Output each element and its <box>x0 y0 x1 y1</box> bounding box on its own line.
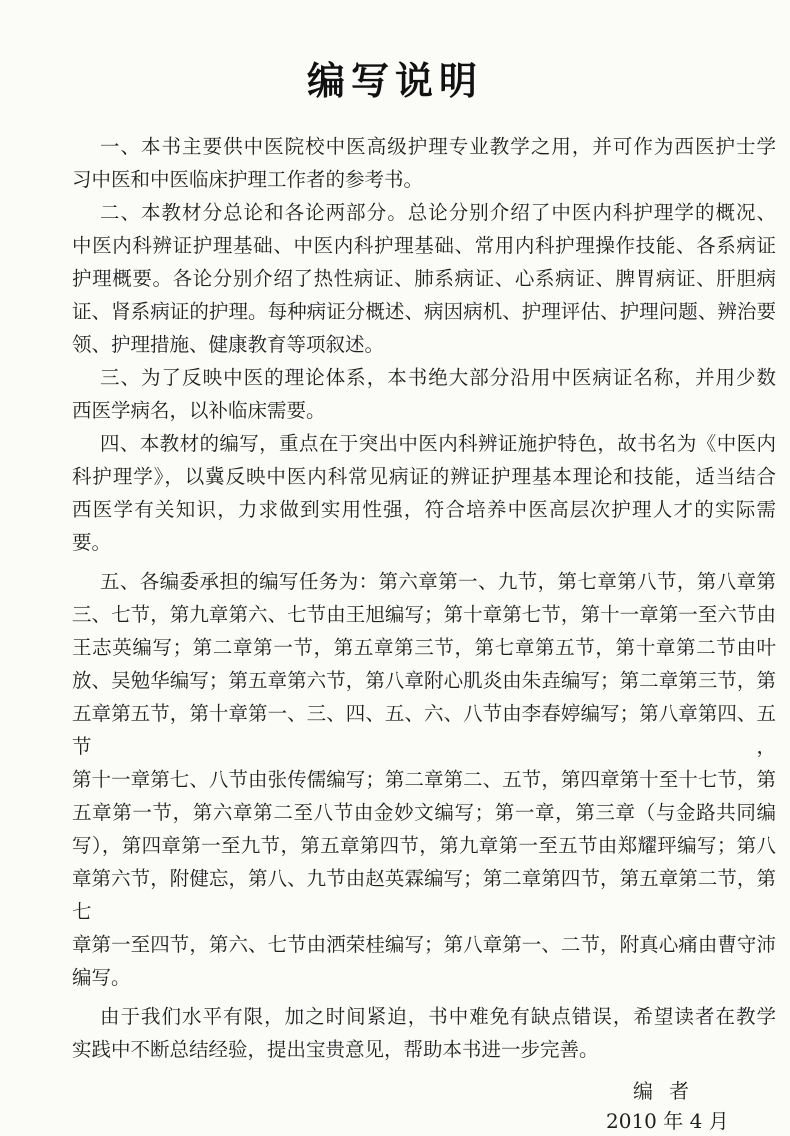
text-line: 写），第四章第一至九节，第五章第四节，第九章第一至五节由郑耀玶编写；第八 <box>72 834 776 857</box>
paragraph <box>72 427 776 559</box>
text-line: 第十一章第七、八节由张传儒编写；第二章第二、五节，第四章第十至十七节，第 <box>72 768 776 791</box>
author-signature: 编者 <box>633 1079 705 1103</box>
text-line: 实践中不断总结经验，提出宝贵意见，帮助本书进一步完善。 <box>72 1038 599 1061</box>
text-line: 一、本书主要供中医院校中医高级护理专业教学之用，并可作为西医护士学 <box>100 135 776 158</box>
text-line: 章第一至四节，第六、七节由洒荣桂编写；第八章第一、二节，附真心痛由曹守沛 <box>72 933 776 956</box>
text-line: 西医学病名，以补临床需要。 <box>72 399 326 422</box>
paragraph <box>72 361 776 427</box>
text-line: 编写。 <box>72 966 131 989</box>
text-line: 西医学有关知识，力求做到实用性强，符合培养中医高层次护理人才的实际需 <box>72 498 776 521</box>
text-line: 领、护理措施、健康教育等项叙述。 <box>72 333 385 356</box>
text-line: 二、本教材分总论和各论两部分。总论分别介绍了中医内科护理学的概况、 <box>100 201 776 224</box>
text-line: 五章第五节，第十章第一、三、四、五、六、八节由李春婷编写；第八章第四、五节， <box>72 702 776 758</box>
text-line: 五、各编委承担的编写任务为：第六章第一、九节，第七章第八节，第八章第 <box>100 570 776 593</box>
text-line: 章第六节，附健忘，第八、九节由赵英霖编写；第二章第四节，第五章第二节，第七 <box>72 867 776 923</box>
text-line: 放、吴勉华编写；第五章第六节，第八章附心肌炎由朱垚编写；第二章第三节，第 <box>72 669 776 692</box>
page-title: 编写说明 <box>306 58 483 103</box>
date-line: 2010 年 4 月 <box>606 1109 729 1133</box>
text-line: 由于我们水平有限，加之时间紧迫，书中难免有缺点错误，希望读者在教学 <box>100 1005 776 1028</box>
text-line: 科护理学》，以冀反映中医内科常见病证的辨证护理基本理论和技能，适当结合 <box>72 465 776 488</box>
paragraph <box>72 565 776 994</box>
signature-block <box>72 1076 776 1136</box>
text-line: 要。 <box>72 531 112 554</box>
paragraph <box>72 196 776 361</box>
text-line: 三、七节，第九章第六、七节由王旭编写；第十章第七节，第十一章第一至六节由 <box>72 603 776 626</box>
text-line: 五章第一节，第六章第二至八节由金妙文编写；第一章，第三章（与金路共同编 <box>72 801 776 824</box>
text-line: 习中医和中医临床护理工作者的参考书。 <box>72 168 424 191</box>
text-line: 中医内科辨证护理基础、中医内科护理基础、常用内科护理操作技能、各系病证 <box>72 234 776 257</box>
text-line: 四、本教材的编写，重点在于突出中医内科辨证施护特色，故书名为《中医内 <box>100 432 776 455</box>
document-content <box>72 130 776 1136</box>
text-line: 证、肾系病证的护理。每种病证分概述、病因病机、护理评估、护理问题、辨治要 <box>72 300 776 323</box>
text-line: 三、为了反映中医的理论体系，本书绝大部分沿用中医病证名称，并用少数 <box>100 366 776 389</box>
text-line: 护理概要。各论分别介绍了热性病证、肺系病证、心系病证、脾胃病证、肝胆病 <box>72 267 776 290</box>
document-body <box>72 130 776 1066</box>
text-line: 王志英编写；第二章第一节，第五章第三节，第七章第五节，第十章第二节由叶 <box>72 636 776 659</box>
paragraph <box>72 1000 776 1066</box>
paragraph <box>72 130 776 196</box>
